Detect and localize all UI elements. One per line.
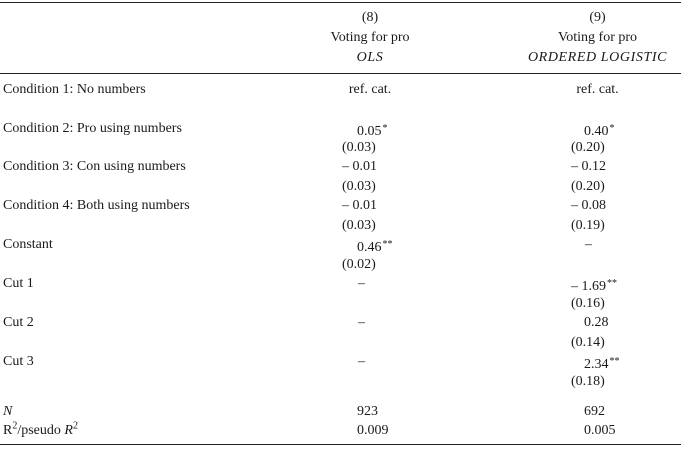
- row-c9-se: (0.20): [571, 179, 605, 194]
- c9-coef: 0.40: [584, 124, 609, 139]
- row-c9-se: (0.20): [571, 140, 605, 155]
- r2-c9: 0.005: [584, 423, 616, 438]
- col9-title: Voting for pro: [557, 30, 638, 45]
- row-c9-value: –: [585, 237, 592, 252]
- row-c8-value: –: [358, 276, 365, 291]
- c9-sig: **: [607, 278, 617, 289]
- r2-sup2: 2: [72, 420, 78, 432]
- row-c8-se: (0.03): [342, 218, 376, 233]
- r2-letter: R: [3, 423, 13, 438]
- header-rule: [0, 73, 681, 74]
- bottom-rule: [0, 444, 681, 445]
- row-c8-value: [357, 236, 393, 256]
- c9-sig: *: [609, 123, 615, 134]
- n-c8: 923: [357, 404, 378, 419]
- row-label: Cut 3: [3, 354, 34, 369]
- row-c8-se: (0.02): [342, 257, 376, 272]
- row-c9-se: (0.19): [571, 218, 605, 233]
- col8-method: OLS: [356, 50, 384, 65]
- c9-coef: – 1.69: [571, 279, 606, 294]
- c8-sig: **: [382, 239, 393, 250]
- r2-label: [3, 422, 78, 439]
- row-c8-value: [357, 120, 388, 140]
- row-c9-se: (0.16): [571, 296, 605, 311]
- row-c8-se: (0.03): [342, 179, 376, 194]
- col9-number: (9): [589, 10, 606, 25]
- row-c9-se: (0.14): [571, 335, 605, 350]
- col9-method: ORDERED LOGISTIC: [527, 50, 668, 65]
- row-c8-value: – 0.01: [342, 198, 377, 213]
- c8-sig: *: [382, 123, 388, 134]
- top-rule: [0, 2, 681, 3]
- row-label: Cut 2: [3, 315, 34, 330]
- r2-mid: /pseudo: [17, 423, 65, 438]
- row-c9-se: (0.18): [571, 374, 605, 389]
- row-label: Cut 1: [3, 276, 34, 291]
- row-label: Condition 4: Both using numbers: [3, 198, 190, 213]
- col8-title: Voting for pro: [330, 30, 410, 45]
- row-c9-value: – 0.08: [571, 198, 606, 213]
- row-c9-value: 0.28: [584, 315, 609, 330]
- n-c9: 692: [584, 404, 605, 419]
- row-label: Condition 2: Pro using numbers: [3, 121, 182, 136]
- row-c8-value: – 0.01: [342, 159, 377, 174]
- col8-number: (8): [361, 10, 379, 25]
- row-c9-value: [571, 275, 617, 295]
- c8-coef: 0.46: [357, 240, 382, 255]
- r2-c8: 0.009: [357, 423, 389, 438]
- c9-coef: 2.34: [584, 357, 609, 372]
- row-c9-value: – 0.12: [571, 159, 606, 174]
- row-c9-value: [584, 120, 615, 140]
- row-label: Condition 3: Con using numbers: [3, 159, 186, 174]
- r2-sup: 2: [12, 420, 18, 432]
- row-c9-value: [584, 353, 620, 373]
- c8-coef: 0.05: [357, 124, 382, 139]
- row-c9-value: ref. cat.: [576, 82, 619, 97]
- row-c8-value: –: [358, 315, 365, 330]
- row-c8-value: –: [358, 354, 365, 369]
- row-c8-value: ref. cat.: [348, 82, 392, 97]
- n-label: N: [3, 404, 13, 419]
- row-c8-se: (0.03): [342, 140, 376, 155]
- row-label: Constant: [3, 237, 53, 252]
- r2-italic: R: [64, 423, 73, 438]
- c9-sig: **: [609, 356, 620, 367]
- row-label: Condition 1: No numbers: [3, 82, 146, 97]
